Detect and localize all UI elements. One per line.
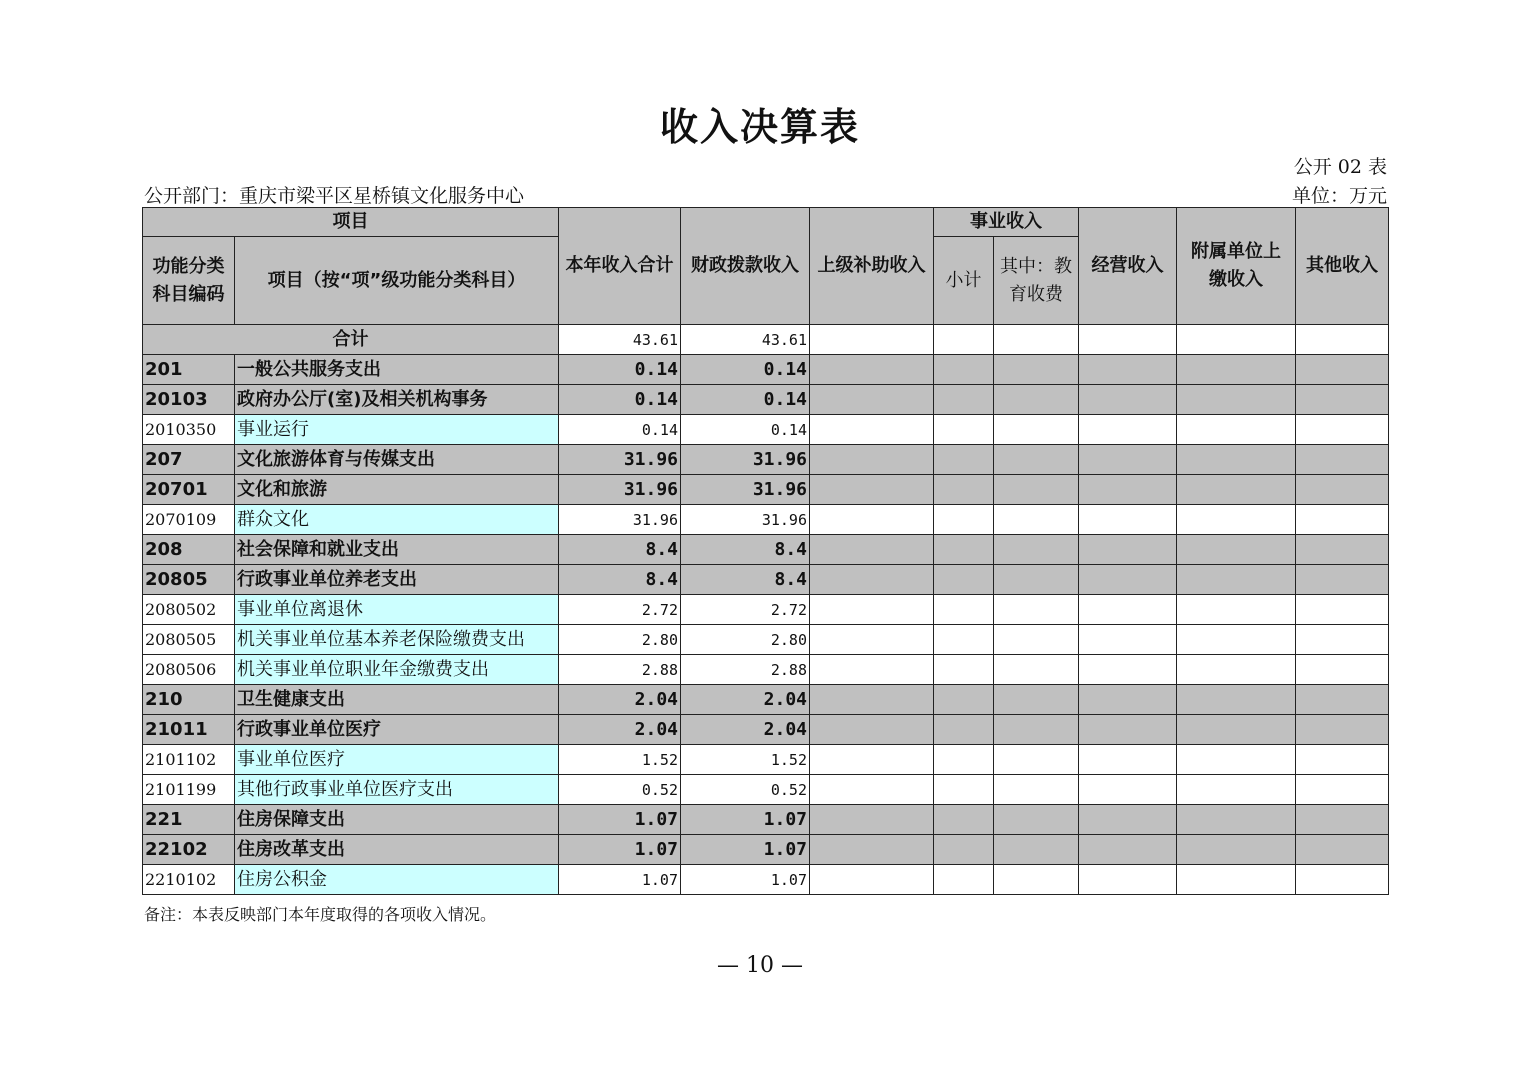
row-operating xyxy=(1079,625,1177,655)
row-name: 其他行政事业单位医疗支出 xyxy=(235,775,559,805)
row-total: 0.14 xyxy=(559,385,681,415)
row-operating xyxy=(1079,865,1177,895)
row-fiscal: 0.14 xyxy=(681,415,810,445)
row-affiliated xyxy=(1177,745,1296,775)
row-affiliated xyxy=(1177,595,1296,625)
row-affiliated xyxy=(1177,715,1296,745)
row-operating xyxy=(1079,355,1177,385)
row-code: 20701 xyxy=(143,475,235,505)
row-subtotal xyxy=(934,355,994,385)
row-affiliated xyxy=(1177,835,1296,865)
table-row xyxy=(143,865,1389,895)
row-edu xyxy=(994,505,1079,535)
row-affiliated xyxy=(1177,385,1296,415)
row-total: 31.96 xyxy=(559,445,681,475)
table-body xyxy=(143,325,1389,895)
table-row xyxy=(143,835,1389,865)
row-superior xyxy=(810,415,934,445)
row-edu xyxy=(994,355,1079,385)
row-other xyxy=(1296,415,1389,445)
row-operating xyxy=(1079,505,1177,535)
row-total: 0.14 xyxy=(559,355,681,385)
header-code: 功能分类科目编码 xyxy=(143,237,235,325)
row-superior xyxy=(810,505,934,535)
row-code: 2080506 xyxy=(143,655,235,685)
row-edu xyxy=(994,685,1079,715)
row-fiscal: 31.96 xyxy=(681,505,810,535)
row-code: 2070109 xyxy=(143,505,235,535)
row-fiscal: 1.07 xyxy=(681,805,810,835)
row-name: 社会保障和就业支出 xyxy=(235,535,559,565)
header-affiliated: 附属单位上缴收入 xyxy=(1177,208,1296,325)
row-total: 2.88 xyxy=(559,655,681,685)
row-superior xyxy=(810,775,934,805)
row-fiscal: 0.14 xyxy=(681,385,810,415)
table-row xyxy=(143,745,1389,775)
row-subtotal xyxy=(934,475,994,505)
row-subtotal xyxy=(934,445,994,475)
row-affiliated xyxy=(1177,445,1296,475)
row-total: 1.07 xyxy=(559,865,681,895)
header-subtotal: 小计 xyxy=(934,237,994,325)
row-code: 201 xyxy=(143,355,235,385)
row-name: 政府办公厅(室)及相关机构事务 xyxy=(235,385,559,415)
table-row xyxy=(143,475,1389,505)
header-total: 本年收入合计 xyxy=(559,208,681,325)
row-subtotal xyxy=(934,685,994,715)
table-row xyxy=(143,625,1389,655)
row-other xyxy=(1296,715,1389,745)
row-operating xyxy=(1079,565,1177,595)
row-affiliated xyxy=(1177,685,1296,715)
row-superior xyxy=(810,655,934,685)
row-subtotal xyxy=(934,835,994,865)
page-title: 收入决算表 xyxy=(659,105,860,149)
row-other xyxy=(1296,865,1389,895)
total-row xyxy=(143,325,1389,355)
row-fiscal: 0.14 xyxy=(681,355,810,385)
row-operating xyxy=(1079,775,1177,805)
row-operating xyxy=(1079,475,1177,505)
row-affiliated xyxy=(1177,805,1296,835)
row-operating xyxy=(1079,445,1177,475)
row-affiliated xyxy=(1177,475,1296,505)
row-code: 208 xyxy=(143,535,235,565)
row-edu xyxy=(994,835,1079,865)
row-other xyxy=(1296,625,1389,655)
row-code: 221 xyxy=(143,805,235,835)
row-fiscal: 1.52 xyxy=(681,745,810,775)
row-name: 机关事业单位基本养老保险缴费支出 xyxy=(235,625,559,655)
row-subtotal xyxy=(934,415,994,445)
row-total: 8.4 xyxy=(559,535,681,565)
row-fiscal: 8.4 xyxy=(681,535,810,565)
row-edu xyxy=(994,475,1079,505)
row-subtotal xyxy=(934,625,994,655)
table-row xyxy=(143,385,1389,415)
row-superior xyxy=(810,745,934,775)
table-row xyxy=(143,715,1389,745)
row-name: 住房改革支出 xyxy=(235,835,559,865)
row-code: 2080502 xyxy=(143,595,235,625)
row-affiliated xyxy=(1177,415,1296,445)
row-other xyxy=(1296,775,1389,805)
row-fiscal: 31.96 xyxy=(681,445,810,475)
row-other xyxy=(1296,655,1389,685)
row-total: 1.07 xyxy=(559,805,681,835)
row-other xyxy=(1296,355,1389,385)
row-name: 卫生健康支出 xyxy=(235,685,559,715)
row-name: 住房保障支出 xyxy=(235,805,559,835)
department-label: 公开部门：重庆市梁平区星桥镇文化服务中心 xyxy=(144,185,525,207)
row-other xyxy=(1296,805,1389,835)
row-total: 31.96 xyxy=(559,475,681,505)
row-other xyxy=(1296,535,1389,565)
row-subtotal xyxy=(934,385,994,415)
row-total: 8.4 xyxy=(559,565,681,595)
row-subtotal xyxy=(934,535,994,565)
row-operating xyxy=(1079,835,1177,865)
row-code: 207 xyxy=(143,445,235,475)
row-code: 2101102 xyxy=(143,745,235,775)
row-name: 一般公共服务支出 xyxy=(235,355,559,385)
row-edu xyxy=(994,655,1079,685)
row-fiscal: 8.4 xyxy=(681,565,810,595)
row-affiliated xyxy=(1177,775,1296,805)
row-edu xyxy=(994,715,1079,745)
income-table xyxy=(142,207,1389,895)
table-row xyxy=(143,805,1389,835)
total-other xyxy=(1296,325,1389,355)
table-row xyxy=(143,535,1389,565)
row-affiliated xyxy=(1177,355,1296,385)
row-other xyxy=(1296,385,1389,415)
row-superior xyxy=(810,805,934,835)
row-other xyxy=(1296,745,1389,775)
table-row xyxy=(143,355,1389,385)
total-fiscal: 43.61 xyxy=(681,325,810,355)
row-affiliated xyxy=(1177,655,1296,685)
row-operating xyxy=(1079,595,1177,625)
row-fiscal: 2.88 xyxy=(681,655,810,685)
row-code: 2080505 xyxy=(143,625,235,655)
row-other xyxy=(1296,475,1389,505)
row-operating xyxy=(1079,745,1177,775)
total-label: 合计 xyxy=(143,325,559,355)
row-edu xyxy=(994,805,1079,835)
row-edu xyxy=(994,625,1079,655)
row-name: 事业单位离退休 xyxy=(235,595,559,625)
row-fiscal: 2.04 xyxy=(681,685,810,715)
row-operating xyxy=(1079,805,1177,835)
row-operating xyxy=(1079,685,1177,715)
row-superior xyxy=(810,355,934,385)
header-edu: 其中：教育收费 xyxy=(994,237,1079,325)
row-superior xyxy=(810,865,934,895)
header-business: 事业收入 xyxy=(934,208,1079,237)
row-other xyxy=(1296,505,1389,535)
row-other xyxy=(1296,565,1389,595)
row-code: 20103 xyxy=(143,385,235,415)
row-superior xyxy=(810,565,934,595)
header-operating: 经营收入 xyxy=(1079,208,1177,325)
row-name: 群众文化 xyxy=(235,505,559,535)
row-total: 1.07 xyxy=(559,835,681,865)
row-edu xyxy=(994,535,1079,565)
row-name: 文化旅游体育与传媒支出 xyxy=(235,445,559,475)
row-edu xyxy=(994,745,1079,775)
row-subtotal xyxy=(934,655,994,685)
table-row xyxy=(143,595,1389,625)
row-code: 22102 xyxy=(143,835,235,865)
row-subtotal xyxy=(934,865,994,895)
row-superior xyxy=(810,625,934,655)
header-other: 其他收入 xyxy=(1296,208,1389,325)
total-amount: 43.61 xyxy=(559,325,681,355)
table-row xyxy=(143,415,1389,445)
row-name: 行政事业单位医疗 xyxy=(235,715,559,745)
row-superior xyxy=(810,835,934,865)
row-other xyxy=(1296,835,1389,865)
row-total: 0.52 xyxy=(559,775,681,805)
row-superior xyxy=(810,685,934,715)
row-name: 事业单位医疗 xyxy=(235,745,559,775)
row-fiscal: 31.96 xyxy=(681,475,810,505)
row-fiscal: 2.72 xyxy=(681,595,810,625)
row-edu xyxy=(994,865,1079,895)
row-subtotal xyxy=(934,595,994,625)
row-name: 文化和旅游 xyxy=(235,475,559,505)
row-total: 2.80 xyxy=(559,625,681,655)
row-other xyxy=(1296,685,1389,715)
row-affiliated xyxy=(1177,565,1296,595)
row-superior xyxy=(810,385,934,415)
row-superior xyxy=(810,715,934,745)
total-edu xyxy=(994,325,1079,355)
row-fiscal: 0.52 xyxy=(681,775,810,805)
table-row xyxy=(143,685,1389,715)
header-superior: 上级补助收入 xyxy=(810,208,934,325)
row-total: 2.04 xyxy=(559,715,681,745)
row-superior xyxy=(810,475,934,505)
header-item: 项目 xyxy=(143,208,559,237)
row-total: 2.04 xyxy=(559,685,681,715)
footnote: 备注：本表反映部门本年度取得的各项收入情况。 xyxy=(144,905,497,924)
total-subtotal xyxy=(934,325,994,355)
form-number: 公开 02 表 xyxy=(1293,156,1387,178)
row-name: 住房公积金 xyxy=(235,865,559,895)
table-row xyxy=(143,565,1389,595)
row-edu xyxy=(994,595,1079,625)
row-subtotal xyxy=(934,805,994,835)
header-fiscal: 财政拨款收入 xyxy=(681,208,810,325)
row-fiscal: 2.80 xyxy=(681,625,810,655)
table-row xyxy=(143,655,1389,685)
page-number: — 10 — xyxy=(717,953,803,978)
row-affiliated xyxy=(1177,625,1296,655)
row-code: 20805 xyxy=(143,565,235,595)
total-superior xyxy=(810,325,934,355)
row-total: 2.72 xyxy=(559,595,681,625)
row-affiliated xyxy=(1177,865,1296,895)
row-affiliated xyxy=(1177,505,1296,535)
header-name: 项目（按“项”级功能分类科目） xyxy=(235,237,559,325)
row-operating xyxy=(1079,535,1177,565)
total-affiliated xyxy=(1177,325,1296,355)
row-subtotal xyxy=(934,775,994,805)
unit-label: 单位：万元 xyxy=(1291,185,1387,207)
row-superior xyxy=(810,595,934,625)
row-subtotal xyxy=(934,745,994,775)
row-total: 0.14 xyxy=(559,415,681,445)
row-operating xyxy=(1079,385,1177,415)
row-operating xyxy=(1079,655,1177,685)
row-edu xyxy=(994,385,1079,415)
row-code: 210 xyxy=(143,685,235,715)
row-edu xyxy=(994,445,1079,475)
row-subtotal xyxy=(934,715,994,745)
row-fiscal: 2.04 xyxy=(681,715,810,745)
row-operating xyxy=(1079,715,1177,745)
row-edu xyxy=(994,415,1079,445)
total-operating xyxy=(1079,325,1177,355)
table-row xyxy=(143,505,1389,535)
row-edu xyxy=(994,775,1079,805)
row-other xyxy=(1296,445,1389,475)
row-subtotal xyxy=(934,565,994,595)
row-code: 2010350 xyxy=(143,415,235,445)
table-row xyxy=(143,445,1389,475)
row-operating xyxy=(1079,415,1177,445)
row-code: 2210102 xyxy=(143,865,235,895)
row-subtotal xyxy=(934,505,994,535)
row-other xyxy=(1296,595,1389,625)
row-affiliated xyxy=(1177,535,1296,565)
row-edu xyxy=(994,565,1079,595)
row-total: 31.96 xyxy=(559,505,681,535)
table-header xyxy=(143,208,1389,325)
row-superior xyxy=(810,535,934,565)
row-name: 机关事业单位职业年金缴费支出 xyxy=(235,655,559,685)
row-superior xyxy=(810,445,934,475)
row-fiscal: 1.07 xyxy=(681,865,810,895)
row-name: 行政事业单位养老支出 xyxy=(235,565,559,595)
table-row xyxy=(143,775,1389,805)
row-total: 1.52 xyxy=(559,745,681,775)
row-code: 21011 xyxy=(143,715,235,745)
row-fiscal: 1.07 xyxy=(681,835,810,865)
row-code: 2101199 xyxy=(143,775,235,805)
row-name: 事业运行 xyxy=(235,415,559,445)
